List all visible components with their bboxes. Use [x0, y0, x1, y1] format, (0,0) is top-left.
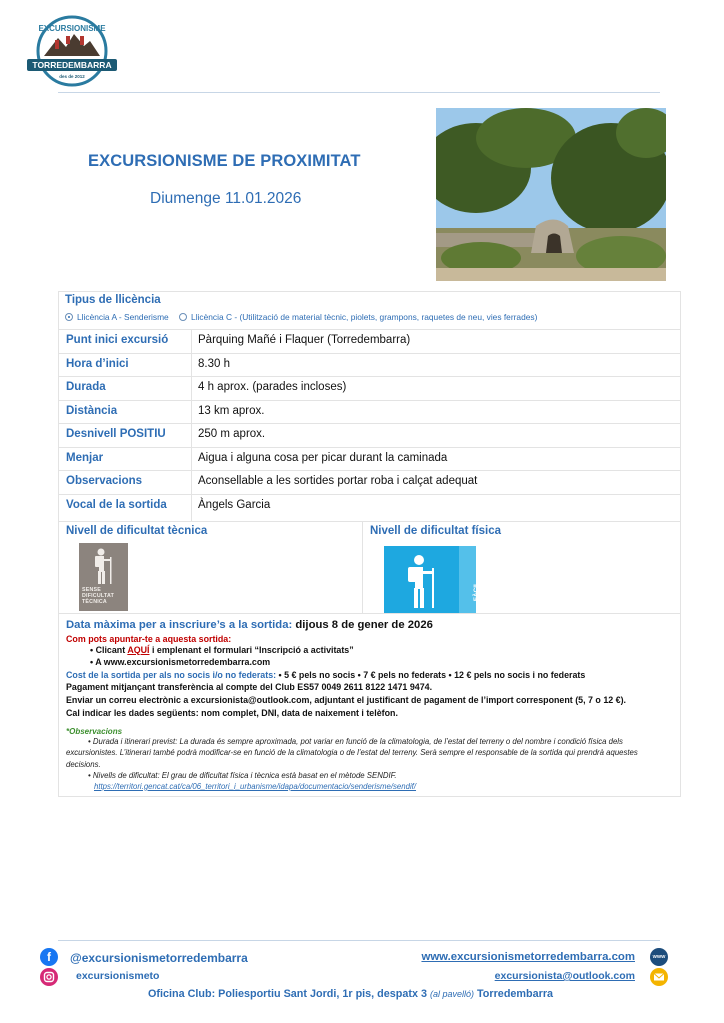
technical-badge-line: SENSE: [82, 586, 101, 593]
registration-form-link[interactable]: AQUÍ: [127, 644, 150, 655]
detail-row: [59, 377, 680, 401]
license-title: Tipus de llicència: [65, 294, 161, 306]
license-options: [65, 312, 674, 322]
observations-title: *Observacions: [66, 727, 123, 737]
facebook-handle[interactable]: @excursionismetorredembarra: [70, 951, 248, 965]
email-instructions: Enviar un correu electrònic a excursionista@outlook.com, adjuntant el justificant de pagament de l’import corresponent (5, 7 o 12 €).: [66, 694, 627, 705]
deadline-label: Data màxima per a inscriure’s a la sortida:: [66, 618, 293, 631]
hiker-icon: [79, 543, 128, 587]
license-c-label: Llicència C - (Utilització de material tècnic, piolets, grampons, raquetes de neu, vies ferrades): [191, 312, 538, 322]
detail-label: Vocal de la sortida: [59, 495, 192, 521]
registration-section: [59, 614, 680, 796]
page-title: EXCURSIONISME DE PROXIMITAT: [88, 152, 361, 170]
registration-deadline: [66, 619, 673, 631]
deadline-value: dijous 8 de gener de 2026: [295, 618, 433, 631]
detail-label: Observacions: [59, 471, 192, 494]
technical-badge-line: DIFICULTAT: [82, 592, 115, 599]
detail-row: [59, 401, 680, 425]
landscape-photo: [436, 108, 666, 281]
detail-row: [59, 424, 680, 448]
license-c-radio[interactable]: [179, 313, 187, 321]
header-divider: [58, 92, 660, 93]
detail-row: [59, 448, 680, 472]
detail-value: Àngels Garcia: [198, 498, 271, 511]
option-text: i emplenant el formulari “Inscripció a activitats”: [149, 644, 354, 655]
logo-since-text: des de 2012: [59, 74, 85, 79]
detail-label: Menjar: [59, 448, 192, 471]
detail-value: Aconsellable a les sortides portar roba i calçat adequat: [198, 475, 478, 487]
required-data-note: Cal indicar les dades següents: nom complet, DNI, data de naixement i telèfon.: [66, 707, 398, 718]
detail-row: [59, 330, 680, 354]
detail-value: 8.30 h: [198, 357, 230, 370]
detail-row: [59, 354, 680, 378]
detail-row: [59, 495, 680, 522]
club-logo: [26, 14, 118, 88]
office-label: Oficina Club: Poliesportiu Sant Jordi, 1r pis, despatx 3: [148, 988, 427, 1000]
detail-value: Aigua i alguna cosa per picar durant la caminada: [198, 451, 448, 464]
physical-badge-text: FÀCIL: [473, 581, 480, 601]
difficulty-row: [59, 522, 680, 614]
email-link[interactable]: excursionista@outlook.com: [494, 970, 635, 982]
observation-item: [66, 736, 673, 769]
cost-values: • 5 € pels no socis • 7 € pels no federats • 12 € pels no socis i no federats: [276, 669, 586, 680]
observation-item: • Nivells de dificultat: El grau de dificultat física i tècnica està basat en el mètode SENDIF.: [88, 770, 397, 780]
detail-label: Punt inici excursió: [59, 330, 192, 353]
logo-band-text: TORREDEMBARRA: [32, 60, 112, 70]
instagram-handle[interactable]: excursionismeto: [76, 970, 160, 982]
logo-top-text: EXCURSIONISME: [38, 24, 106, 33]
detail-row: [59, 471, 680, 495]
physical-difficulty-badge: [384, 546, 480, 613]
register-options: [66, 644, 673, 669]
website-link[interactable]: www.excursionismetorredembarra.com: [421, 951, 635, 963]
technical-difficulty-badge: [79, 543, 128, 611]
license-row: [59, 292, 680, 330]
detail-value: 4 h aprox. (parades incloses): [198, 381, 347, 393]
footer-divider: [58, 940, 660, 941]
detail-value: Pàrquing Mañé i Flaquer (Torredembarra): [198, 334, 411, 346]
physical-difficulty-cell: [363, 522, 680, 613]
globe-icon[interactable]: WWW: [650, 948, 668, 966]
sendif-link[interactable]: https://territori.gencat.cat/ca/06_territori_i_urbanisme/idapa/documentacio/senderisme/sendif/: [94, 781, 417, 791]
office-note: (al pavelló): [429, 989, 475, 999]
instagram-icon[interactable]: [40, 968, 58, 986]
license-a-radio[interactable]: [65, 313, 73, 321]
excursion-info-table: [58, 291, 681, 797]
facebook-icon[interactable]: f: [40, 948, 58, 966]
detail-label: Hora d’inici: [59, 354, 192, 377]
option-text: • Clicant: [90, 644, 128, 655]
technical-difficulty-title: Nivell de dificultat tècnica: [66, 524, 208, 537]
mail-icon[interactable]: [650, 968, 668, 986]
detail-label: Durada: [59, 377, 192, 400]
license-a-label: Llicència A - Senderisme: [77, 312, 169, 322]
event-date: Diumenge 11.01.2026: [150, 190, 302, 207]
club-office-address: [148, 988, 553, 1000]
technical-difficulty-cell: [59, 522, 363, 613]
payment-info: Pagament mitjançant transferència al compte del Club ES57 0049 2611 8122 1471 9474.: [66, 682, 433, 692]
cost-label: Cost de la sortida per als no socis i/o no federats:: [66, 669, 277, 680]
detail-value: 13 km aprox.: [198, 404, 265, 417]
detail-label: Desnivell POSITIU: [59, 424, 192, 447]
observation-duration: • Durada i itinerari previst: La durada és sempre aproximada, pot variar en funció de la climatologia, de l’estat del terreny o del nombre i condició física dels excursionistes. L’itinerari també podrà modificar-se en funció de la climatologia o de l’estat del terreny. Serà sempre el responsable de la sortida qui prendrà aquestes decisions.: [66, 737, 638, 769]
detail-label: Distància: [59, 401, 192, 424]
cost-line: [66, 669, 673, 682]
register-option-form: [90, 644, 673, 657]
register-option-web: • A www.excursionismetorredembarra.com: [90, 657, 271, 667]
hiker-icon: [384, 546, 459, 613]
detail-value: 250 m aprox.: [198, 428, 266, 440]
physical-badge-strip: [459, 546, 480, 613]
technical-badge-text: [82, 587, 114, 606]
physical-difficulty-title: Nivell de dificultat física: [370, 524, 502, 537]
technical-badge-line: TÈCNICA: [82, 598, 107, 605]
how-to-register-title: Com pots apuntar-te a aquesta sortida:: [66, 633, 232, 644]
office-town: Torredembarra: [477, 988, 554, 1000]
